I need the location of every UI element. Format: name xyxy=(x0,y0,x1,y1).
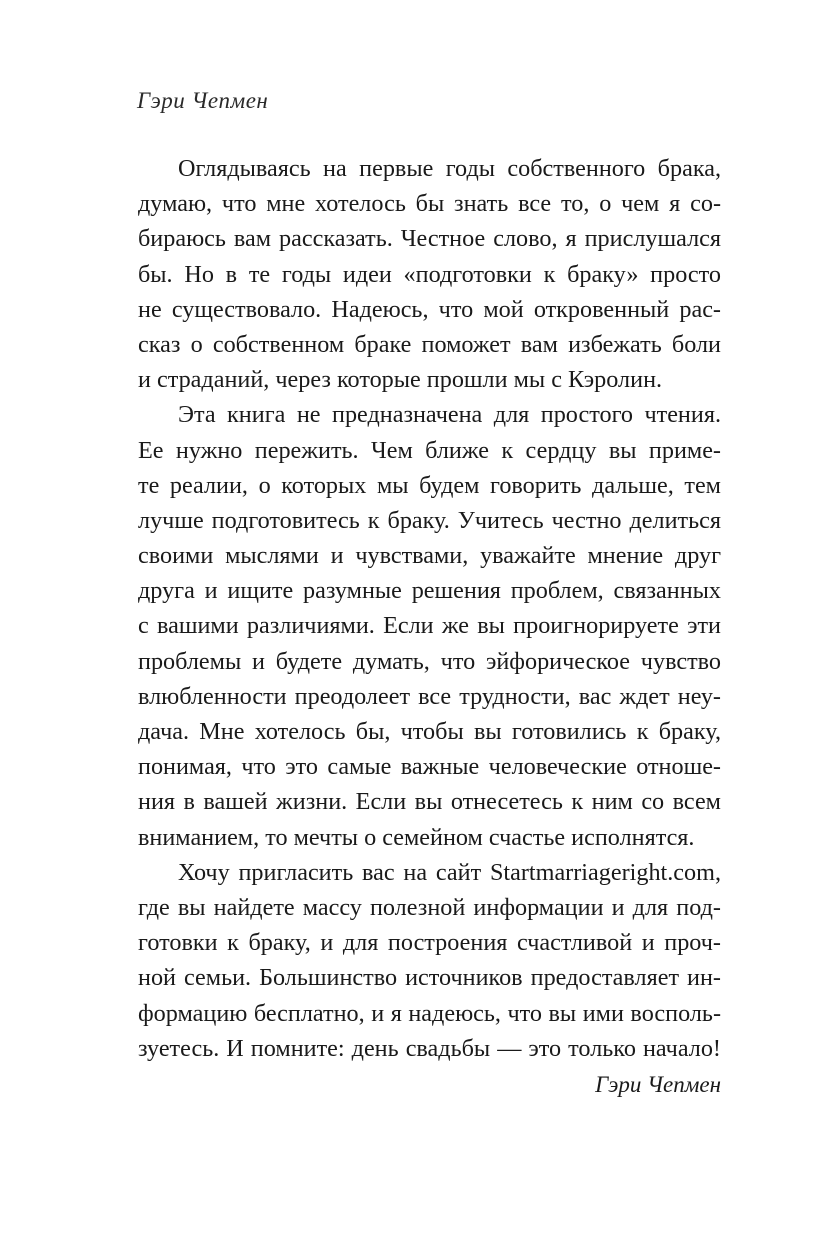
paragraph-1-line: бы. Но в те годы идеи «подготовки к браку» просто xyxy=(138,260,721,288)
paragraph-2-line: своими мыслями и чувствами, уважайте мнение друг xyxy=(138,542,721,570)
paragraph-2-line: те реалии, о которых мы будем говорить дальше, тем xyxy=(138,471,721,499)
paragraph-3-line: зуетесь. И помните: день свадьбы — это только начало! xyxy=(138,1034,721,1062)
paragraph-3-line: формацию бесплатно, и я надеюсь, что вы ими восполь- xyxy=(138,999,721,1027)
paragraph-1-line: думаю, что мне хотелось бы знать все то, о чем я со- xyxy=(138,190,721,218)
paragraph-2-line: Эта книга не предназначена для простого чтения. xyxy=(178,401,721,429)
paragraph-1-line: Оглядываясь на первые годы собственного брака, xyxy=(178,155,721,182)
paragraph-2-line: с вашими различиями. Если же вы проигнорируете эти xyxy=(138,612,721,640)
paragraph-3-line: ной семьи. Большинство источников предоставляет ин- xyxy=(138,964,721,992)
body-text xyxy=(138,151,721,1102)
paragraph-2-line: Ее нужно пережить. Чем ближе к сердцу вы приме- xyxy=(138,436,721,464)
paragraph-2-line: влюбленности преодолеет все трудности, вас ждет неу- xyxy=(138,682,721,710)
author-signature: Гэри Чепмен xyxy=(595,1071,721,1097)
running-head-author: Гэри Чепмен xyxy=(137,88,269,113)
paragraph-2-line: друга и ищите разумные решения проблем, связанных xyxy=(138,577,721,605)
paragraph-1-line: бираюсь вам рассказать. Честное слово, я прислушался xyxy=(138,225,721,253)
paragraph-3-line: где вы найдете массу полезной информации и для под- xyxy=(138,893,721,921)
paragraph-1-line: не существовало. Надеюсь, что мой откровенный рас- xyxy=(138,295,721,323)
paragraph-3-line: готовки к браку, и для построения счастливой и проч- xyxy=(138,929,721,957)
paragraph-2-line: ния в вашей жизни. Если вы отнесетесь к ним со всем xyxy=(138,788,721,816)
paragraph-2-line: понимая, что это самые важные человеческие отноше- xyxy=(138,753,721,781)
paragraph-3-line: Хочу пригласить вас на сайт Startmarriageright.com, xyxy=(178,858,721,886)
paragraph-1-line: сказ о собственном браке поможет вам избежать боли xyxy=(138,330,721,358)
paragraph-2-line: проблемы и будете думать, что эйфорическое чувство xyxy=(138,647,721,675)
paragraph-1-line: и страданий, через которые прошли мы с Кэролин. xyxy=(138,366,663,394)
paragraph-2-line: лучше подготовитесь к браку. Учитесь честно делиться xyxy=(138,506,721,534)
paragraph-2-line: дача. Мне хотелось бы, чтобы вы готовились к браку, xyxy=(138,718,721,745)
paragraph-2-line: вниманием, то мечты о семейном счастье исполнятся. xyxy=(138,823,695,851)
